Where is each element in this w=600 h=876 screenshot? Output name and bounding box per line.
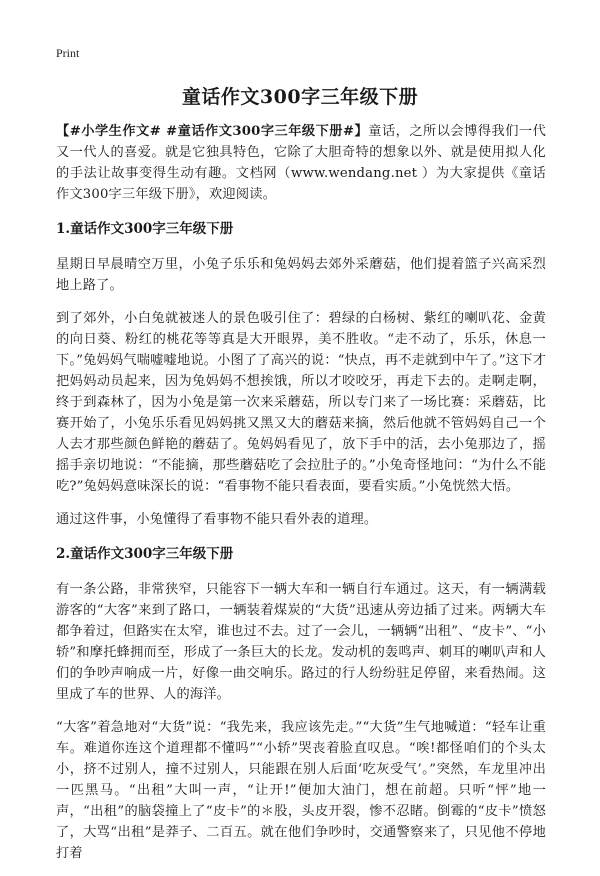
intro-text: 童话，之所以会博得我们一代又一代人的喜爱。就是它独具特色，它除了大胆奇特的想象以外、就是使用拟人化的手法让故事变得生动有趣。文档网（www.wendang.net ）为大家提供《童话作文300字三年级下册》，欢迎阅读。 — [56, 124, 546, 202]
section-heading-1: 1.童话作文300字三年级下册 — [56, 221, 234, 237]
intro-paragraph — [56, 121, 546, 205]
print-label: Print — [56, 46, 80, 60]
document-body — [56, 121, 546, 876]
paragraph: 到了郊外，小白兔就被迷人的景色吸引住了：碧绿的白杨树、紫红的喇叭花、金黄的向日葵、粉红的桃花等等真是大开眼界，美不胜收。“走不动了，乐乐，休息一下。”兔妈妈气喘嘘嘘地说。小图了了高兴的说：“快点，再不走就到中午了。”这下才把妈妈动员起来，因为兔妈妈不想挨饿，所以才咬咬牙，再走下去的。走啊走啊，终于到森林了，因为小兔是第一次来采蘑菇，所以专门来了一场比赛：采蘑菇，比赛开始了，小兔乐乐看见妈妈挑又黑又大的蘑菇来摘，然后他就不管妈妈自己一个人去才那些颜色鲜艳的蘑菇了。兔妈妈看见了，放下手中的活，去小兔那边了，摇摇手亲切地说：“不能摘，那些蘑菇吃了会拉肚子的。”小兔奇怪地问：“为什么不能吃?”兔妈妈意味深长的说：“看事物不能只看表面，要看实质。”小兔恍然大悟。 — [56, 311, 546, 494]
paragraph: 有一条公路，非常狭窄，只能容下一辆大车和一辆自行车通过。这天，有一辆满载游客的“大客”来到了路口，一辆装着煤炭的“大货”迅速从旁边插了过来。两辆大车都争着过，但路实在太窄，谁也过不去。过了一会儿，一辆辆“出租”、“皮卡”、“小轿”和摩托蜂拥而至，形成了一条巨大的长龙。发动机的轰鸣声、刺耳的喇叭声和人们的争吵声响成一片，好像一曲交响乐。路过的行人纷纷驻足停留，来看热闹。这里成了车的世界、人的海洋。 — [56, 582, 546, 702]
paragraph: 星期日早晨晴空万里，小兔子乐乐和兔妈妈去郊外采蘑菇，他们提着篮子兴高采烈地上路了。 — [56, 257, 546, 293]
section-heading-2: 2.童话作文300字三年级下册 — [56, 546, 234, 562]
page-title: 童话作文300字三年级下册 — [181, 86, 419, 108]
paragraph: 通过这件事，小兔懂得了看事物不能只看外表的道理。 — [56, 512, 378, 527]
paragraph: “大客”着急地对“大货”说：“我先来，我应该先走。”“大货”生气地喊道：“轻车让重车。难道你连这个道理都不懂吗”“小轿”哭丧着脸直叹息。“唉!都怪咱们的个头太小，挤不过别人，撞不过别人，只能跟在别人后面‘吃灰受气’。”突然，车龙里冲出一匹黑马。“出租”大叫一声，“让开!”便加大油门，想在前超。只听“怦”地一声，“出租”的脑袋撞上了“皮卡”的＊股，头皮开裂，惨不忍睹。倒霉的“皮卡”愤怒了，大骂“出租”是莽子、二百五。就在他们争吵时，交通警察来了，只见他不停地打着 — [56, 720, 546, 861]
intro-tag: 【#小学生作文# #童话作文300字三年级下册#】 — [56, 124, 369, 139]
